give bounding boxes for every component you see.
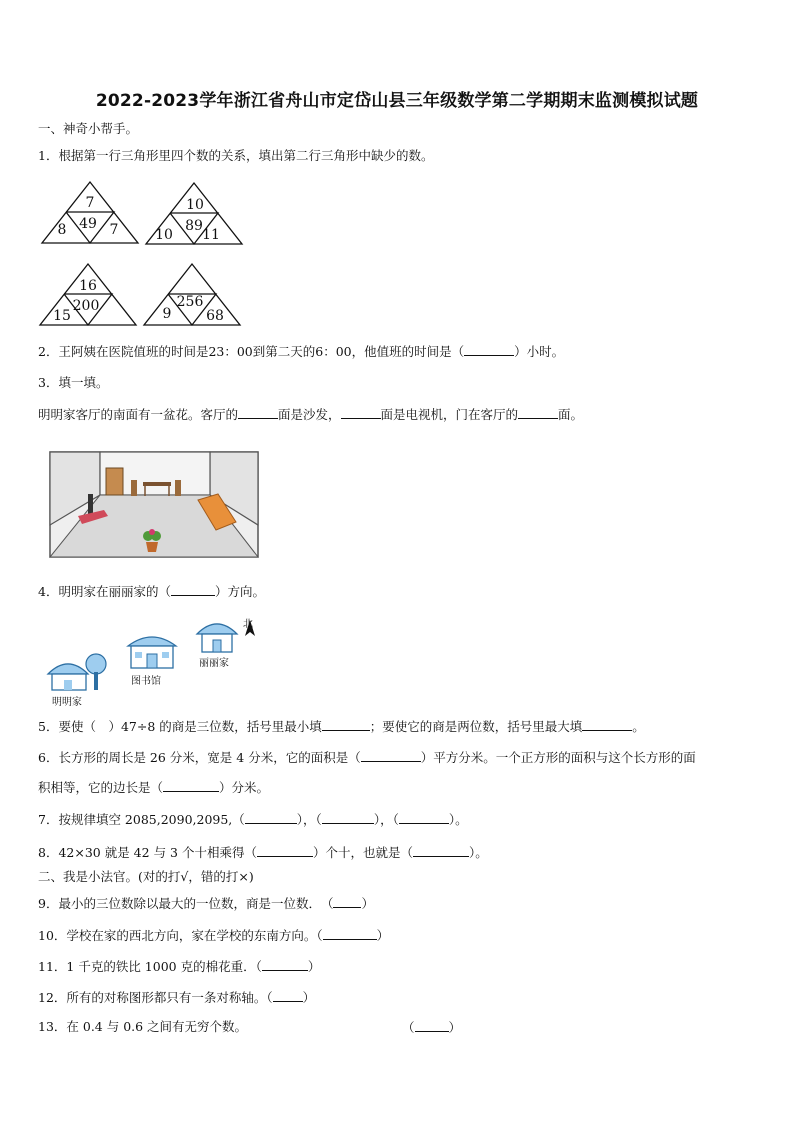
question-11 <box>38 957 320 976</box>
question-3-text <box>38 405 583 424</box>
library-label: 图书馆 <box>131 676 161 687</box>
question-8-text-c: ）。 <box>468 845 488 860</box>
section-2-heading: 二、我是小法官。(对的打√，错的打×) <box>38 869 254 884</box>
question-13 <box>38 1018 247 1036</box>
question-7-text-a: 7．按规律填空 2085,2090,2095,（ <box>38 812 245 827</box>
answer-blank-q8-1[interactable] <box>257 843 313 857</box>
question-13-text-c: ） <box>448 1020 462 1035</box>
mingming-house-icon <box>46 650 108 692</box>
triangle-3-left: 15 <box>53 308 71 324</box>
question-7-text-c: ），（ <box>373 812 399 827</box>
triangle-4 <box>142 262 242 328</box>
question-6-text-b: ）平方分米。一个正方形的面积与这个长方形的面 <box>420 750 696 765</box>
question-13-text-a: 13．在 0.4 与 0.6 之间有无穷个数。 <box>38 1019 248 1034</box>
answer-blank-q5-2[interactable] <box>582 717 632 731</box>
section-1-heading: 一、神奇小帮手。 <box>38 121 139 136</box>
answer-blank-q9[interactable] <box>333 894 361 908</box>
answer-blank-q4[interactable] <box>171 582 215 596</box>
question-6-text-d: ）分米。 <box>219 780 270 795</box>
question-13-answer <box>402 1018 461 1037</box>
question-9-text-a: 9．最小的三位数除以最大的一位数，商是一位数． （ <box>38 896 334 911</box>
triangle-1-center: 49 <box>79 216 97 232</box>
answer-blank-q6-1[interactable] <box>361 748 421 762</box>
question-9 <box>38 894 374 913</box>
triangle-3-center: 200 <box>72 298 100 314</box>
question-5-text-a: 5．要使（ ）47÷8 的商是三位数，括号里最小填 <box>38 719 322 734</box>
question-12 <box>38 988 315 1007</box>
answer-blank-q3-1[interactable] <box>238 405 278 419</box>
triangle-1-top: 7 <box>85 195 95 211</box>
question-7 <box>38 810 468 829</box>
question-1: 1．根据第一行三角形里四个数的关系，填出第二行三角形中缺少的数。 <box>38 148 434 163</box>
answer-blank-q3-3[interactable] <box>518 405 558 419</box>
question-12-text-a: 12．所有的对称图形都只有一条对称轴。（ <box>38 990 273 1005</box>
library-icon <box>126 628 178 670</box>
question-4-text-a: 4．明明家在丽丽家的（ <box>38 584 171 599</box>
question-10-text-b: ） <box>376 928 390 943</box>
question-6-line-2 <box>38 778 269 797</box>
answer-blank-q11[interactable] <box>262 957 308 971</box>
triangle-2 <box>144 181 244 247</box>
question-6-line-1 <box>38 748 696 767</box>
question-2-text-a: 2．王阿姨在医院值班的时间是23：00到第二天的6：00，他值班的时间是（ <box>38 344 465 359</box>
question-8 <box>38 843 488 862</box>
triangle-2-left: 10 <box>155 227 173 243</box>
question-7-text-d: ）。 <box>448 812 468 827</box>
page-title: 2022-2023学年浙江省舟山市定岱山县三年级数学第二学期期末监测模拟试题 <box>95 91 699 111</box>
triangle-4-center: 256 <box>176 294 204 310</box>
question-10 <box>38 926 389 945</box>
triangle-3 <box>38 262 138 328</box>
answer-blank-q3-2[interactable] <box>341 405 381 419</box>
question-11-text-a: 11．1 千克的铁比 1000 克的棉花重．（ <box>38 959 262 974</box>
answer-blank-q5-1[interactable] <box>322 717 370 731</box>
q3-text-c: 面是电视机，门在客厅的 <box>380 407 519 422</box>
triangle-1-left: 8 <box>57 222 67 238</box>
question-2-text-b: ）小时。 <box>514 344 565 359</box>
lili-house-icon <box>194 614 240 654</box>
question-6-text-a: 6．长方形的周长是 26 分米，宽是 4 分米，它的面积是（ <box>38 750 361 765</box>
question-9-text-b: ） <box>361 896 374 911</box>
triangle-4-left: 9 <box>162 306 172 322</box>
question-5 <box>38 717 645 736</box>
triangle-2-center: 89 <box>185 218 203 234</box>
question-5-text-c: 。 <box>632 719 645 734</box>
triangle-1 <box>40 180 140 246</box>
answer-blank-q12[interactable] <box>273 988 303 1002</box>
question-5-text-b: ；要使它的商是两位数，括号里最大填 <box>369 719 583 734</box>
question-4-text-b: ）方向。 <box>214 584 265 599</box>
question-8-text-b: ）个十，也就是（ <box>312 845 413 860</box>
answer-blank-q7-2[interactable] <box>322 810 374 824</box>
q3-text-a: 明明家客厅的南面有一盆花。客厅的 <box>38 407 239 422</box>
north-label: 北 <box>243 619 253 630</box>
q3-text-d: 面。 <box>558 407 584 422</box>
triangle-4-right: 68 <box>206 308 224 324</box>
question-11-text-b: ） <box>307 959 321 974</box>
question-4 <box>38 582 265 601</box>
answer-blank-q10[interactable] <box>323 926 377 940</box>
question-13-text-b: （ <box>402 1020 415 1035</box>
question-12-text-b: ） <box>302 990 316 1005</box>
triangle-1-right: 7 <box>109 222 119 238</box>
question-10-text-a: 10．学校在家的西北方向，家在学校的东南方向。（ <box>38 928 323 943</box>
answer-blank-q8-2[interactable] <box>413 843 469 857</box>
question-2 <box>38 342 564 361</box>
answer-blank-q13[interactable] <box>415 1018 449 1032</box>
question-7-text-b: ），（ <box>296 812 322 827</box>
question-6-text-c: 积相等，它的边长是（ <box>38 780 164 795</box>
question-3: 3．填一填。 <box>38 375 109 390</box>
q3-text-b: 面是沙发， <box>278 407 341 422</box>
answer-blank-q7-1[interactable] <box>245 810 297 824</box>
triangle-2-right: 11 <box>202 227 220 243</box>
triangle-3-top: 16 <box>79 278 97 294</box>
answer-blank-q7-3[interactable] <box>399 810 449 824</box>
answer-blank-q2[interactable] <box>464 342 514 356</box>
answer-blank-q6-2[interactable] <box>163 778 219 792</box>
living-room-illustration <box>48 450 260 560</box>
lili-house-label: 丽丽家 <box>199 658 229 669</box>
mingming-house-label: 明明家 <box>52 697 82 708</box>
triangle-2-top: 10 <box>186 197 204 213</box>
question-8-text-a: 8．42×30 就是 42 与 3 个十相乘得（ <box>38 845 257 860</box>
